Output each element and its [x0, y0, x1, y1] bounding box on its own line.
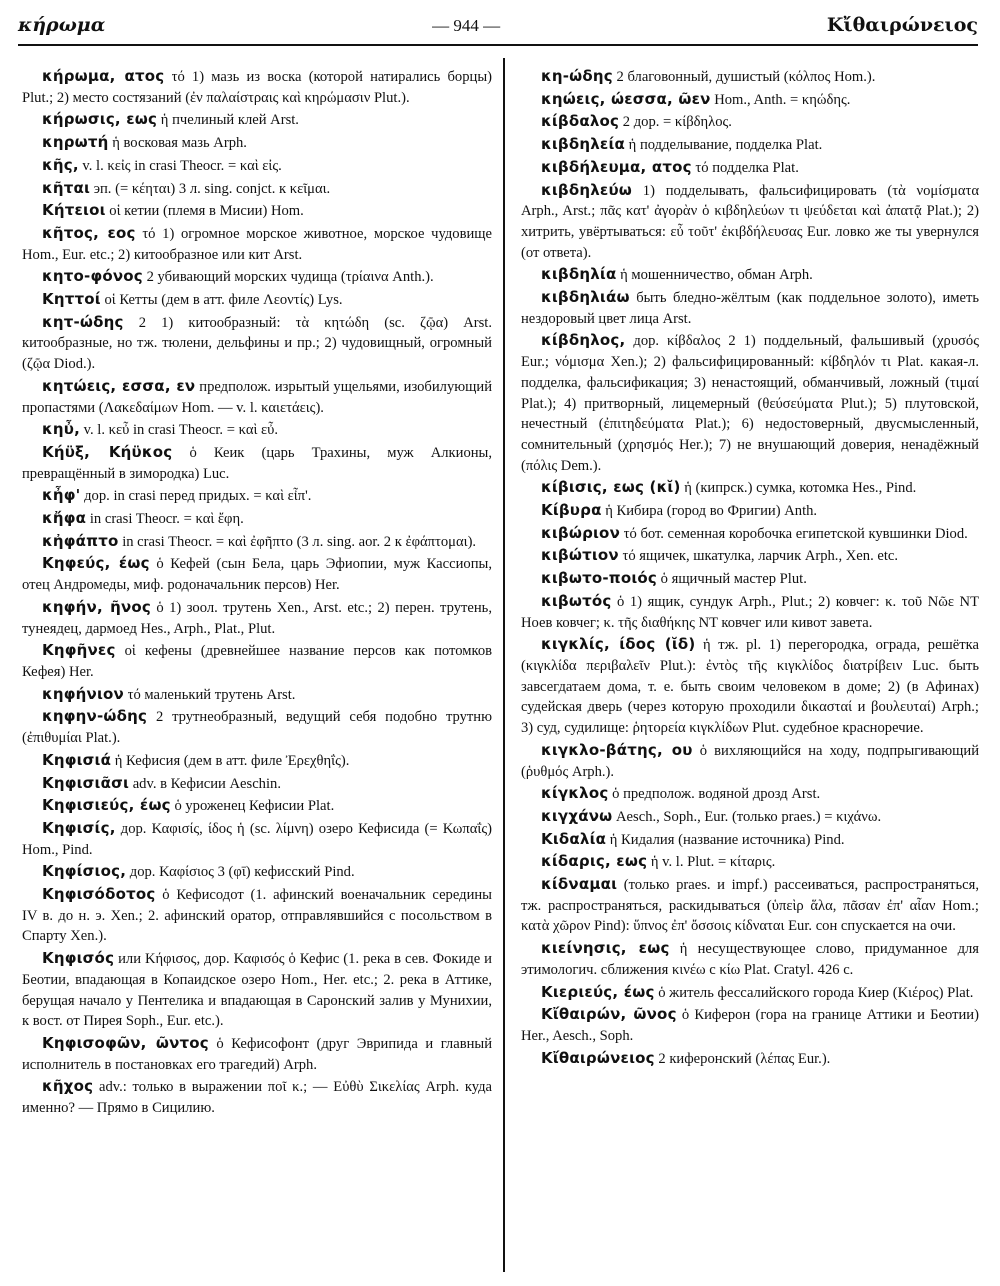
entry-headword: κιβδηλιάω	[541, 288, 630, 307]
entry-definition: 2 дор. = κίβδηλος.	[622, 114, 732, 131]
dictionary-entry	[521, 591, 979, 633]
entry-headword: Κηφῆνες	[42, 641, 116, 660]
entry-definition: ἡ v. l. Plut. = κίταρις.	[650, 854, 776, 871]
dictionary-entry	[521, 874, 979, 937]
entry-headword: Κηφίσιος,	[42, 862, 127, 881]
entry-definition: 2 киферонский (λέπας Eur.).	[658, 1050, 831, 1067]
entry-definition: ὁ вихляющийся на ходу, подпрыгивающий (ῥυθμός Arph.).	[521, 742, 980, 780]
entry-headword: κίδναμαι	[541, 875, 618, 894]
dictionary-entry	[521, 287, 979, 329]
dictionary-entry	[22, 200, 492, 222]
dictionary-entry	[22, 508, 492, 530]
dictionary-entry	[22, 155, 492, 177]
entry-headword: Κηφεύς, έως	[42, 554, 150, 573]
entry-definition: 2 благовонный, душистый (κόλπος Hom.).	[616, 69, 876, 85]
dictionary-entry	[521, 829, 979, 851]
entry-headword: κιγκλο-βάτης, ου	[541, 740, 693, 759]
dictionary-entry	[22, 178, 492, 200]
dictionary-entry	[521, 264, 979, 286]
right-column	[521, 66, 979, 1070]
dictionary-entry	[521, 477, 979, 499]
dictionary-entry	[521, 89, 979, 111]
entry-definition: οἱ кефены (древнейшее название персов как потомков Кефея) Her.	[22, 643, 493, 680]
entry-definition: τό ящичек, шкатулка, ларчик Arph., Xen. etc.	[622, 548, 899, 565]
dictionary-entry	[22, 442, 492, 484]
dictionary-entry	[22, 223, 492, 265]
page-header	[18, 14, 978, 42]
dictionary-entry	[521, 545, 979, 567]
entry-headword: Κίβυρα	[541, 501, 602, 520]
dictionary-entry	[22, 66, 492, 108]
entry-definition: ὁ 1) зоол. трутень Xen., Arst. etc.; 2) перен. трутень, тунеядец, дармоед Hes., Arph., Plat., Plut.	[22, 599, 492, 637]
entry-headword: Κιδαλία	[541, 829, 607, 848]
entry-headword: κιβδηλία	[541, 265, 617, 284]
entry-definition: in crasi Theocr. = καὶ ἐφῆπτο (3 л. sing. aor. 2 к ἐφάπτομαι).	[122, 533, 477, 550]
entry-headword: Κιεριεύς, έως	[541, 982, 655, 1001]
dictionary-entry	[521, 180, 979, 264]
entry-headword: κητο-φόνος	[42, 267, 143, 286]
entry-headword: κίδαρις, εως	[541, 852, 648, 871]
entry-headword: κηρωτή	[42, 133, 109, 152]
entry-headword: κιβώριον	[541, 523, 620, 542]
entry-headword: κητ-ώδης	[42, 312, 124, 331]
entry-headword: κιείνησις, εως	[541, 939, 670, 958]
entry-definition: ἡ восковая мазь Arph.	[112, 135, 247, 152]
dictionary-entry	[22, 597, 492, 639]
entry-definition: τό 1) огромное морское животное, морское чудовище Hom., Eur. etc.; 2) китообразное или кит Arst.	[22, 225, 492, 263]
entry-headword: Κήϋξ, Κήϋκος	[42, 442, 173, 461]
entry-definition: τό бот. семенная коробочка египетской кувшинки Diod.	[623, 525, 968, 542]
entry-definition: ὁ предполож. водяной дрозд Arst.	[612, 786, 821, 803]
entry-definition: ἡ Кидалия (название источника) Pind.	[609, 831, 845, 848]
entry-definition: дор. Καφίσιος 3 (φῑ) кефисский Pind.	[129, 864, 355, 881]
entry-definition: ὁ Кефей (сын Бела, царь Эфиопии, муж Кассиопы, отец Андромеды, миф. родоначальник персов) Her.	[22, 556, 492, 594]
entry-definition: (только praes. и impf.) рассеиваться, распространяться, тж. распространяться, раскидываться (ὑπεὶρ ἅλα, πᾶσαν ἐπ' αἶαν Hom.; κατὰ χῶρον Pind): ὕπνος ἐπ' ὄσσοις κίδναται Eur. сон спускается на очи.	[521, 877, 979, 935]
entry-definition: ὁ уроженец Кефисии Plat.	[174, 798, 335, 815]
entry-definition: 2 1) китообразный: τὰ κητώδη (sc. ζῷα) Arst. китообразные, но тж. тюлени, дельфины и пр.; 2) чудовищный, огромный (ζῷα Diod.).	[22, 314, 492, 373]
dictionary-entry	[22, 750, 492, 772]
dictionary-entry	[521, 806, 979, 828]
entry-headword: κήρωμα, ατος	[42, 67, 165, 85]
dictionary-entry	[521, 500, 979, 522]
entry-definition: τό подделка Plat.	[695, 159, 799, 176]
entry-headword: κιγχάνω	[541, 806, 613, 825]
dictionary-entry	[521, 982, 979, 1004]
entry-definition: ὁ Кефисодот (1. афинский военачальник середины IV в. до н. э. Xen.; 2. афинский оратор, отправлявшийся с посольством в Спарту Xen.).	[22, 887, 492, 945]
entry-definition: ὁ Киферон (гора на границе Аттики и Беотии) Her., Aesch., Soph.	[521, 1007, 979, 1044]
entry-definition: ὁ 1) ящик, сундук Arph., Plut.; 2) ковчег: κ. τοῦ Νῶε NT Ноев ковчег; κ. τῆς διαθήκης NT ковчег или кивот завета.	[521, 593, 979, 631]
entry-headword: κιγκλίς, ίδος (ῐδ)	[541, 635, 696, 654]
entry-headword: Κήτειοι	[42, 201, 106, 220]
header-last-headword: Κἴθαιρώνειος	[826, 14, 978, 36]
entry-headword: κιβώτιον	[541, 546, 619, 565]
entry-headword: κἦφ'	[42, 486, 81, 505]
dictionary-entry	[22, 773, 492, 795]
dictionary-entry	[521, 783, 979, 805]
dictionary-entry	[22, 1033, 492, 1075]
dictionary-entry	[521, 938, 979, 980]
dictionary-entry	[22, 706, 492, 748]
dictionary-entry	[521, 111, 979, 133]
header-first-headword: κήρωμα	[18, 14, 106, 36]
entry-headword: Κηφισοφῶν, ῶντος	[42, 1033, 209, 1052]
entry-headword: Κἴθαιρώνειος	[541, 1048, 655, 1067]
dictionary-entry	[22, 948, 492, 1032]
page-number: — 944 —	[432, 16, 501, 35]
dictionary-entry	[521, 1048, 979, 1070]
entry-headword: Κηφισίς,	[42, 818, 116, 837]
entry-definition: οἱ Кетты (дем в атт. филе Λεοντίς) Lys.	[104, 292, 343, 309]
dictionary-entry	[22, 289, 492, 311]
entry-definition: 2 трутнеобразный, ведущий себя подобно трутню (ἐπιθυμίαι Plat.).	[22, 709, 492, 747]
dictionary-entry	[22, 684, 492, 706]
entry-definition: быть бледно-жёлтым (как поддельное золото), иметь нездоровый цвет лица Arst.	[521, 290, 980, 327]
entry-headword: κῆτος, εος	[42, 223, 136, 242]
entry-definition: ὁ Кефисофонт (друг Эврипида и главный исполнитель в постановках его трагедий) Arph.	[22, 1035, 493, 1073]
entry-headword: κιβωτός	[541, 591, 612, 610]
entry-definition: Hom., Anth. = κηώδης.	[714, 91, 851, 108]
dictionary-entry	[22, 640, 492, 682]
dictionary-entry	[521, 134, 979, 156]
entry-definition: ἡ мошенничество, обман Arph.	[620, 267, 813, 284]
entry-definition: v. l. κεἰς in crasi Theocr. = καὶ εἰς.	[82, 157, 282, 174]
dictionary-entry	[521, 634, 979, 739]
entry-headword: Κηφισιά	[42, 750, 112, 769]
entry-headword: κηφην-ώδης	[42, 707, 148, 726]
dictionary-entry	[521, 330, 979, 476]
entry-headword: κητώεις, εσσα, εν	[42, 376, 196, 395]
entry-headword: Κηφισιεύς, έως	[42, 796, 171, 815]
dictionary-entry	[521, 1004, 979, 1046]
entry-definition: ἡ Кибира (город во Фригии) Anth.	[605, 503, 818, 520]
entry-definition: in crasi Theocr. = καὶ ἔφη.	[89, 511, 244, 528]
entry-definition: ἡ (кипрск.) сумка, котомка Hes., Pind.	[684, 480, 917, 497]
entry-definition: 2 убивающий морских чудища (τρίαινα Anth.).	[146, 269, 434, 286]
entry-headword: κηὖ,	[42, 420, 80, 439]
entry-definition: дор. in crasi перед придых. = καὶ εἶπ'.	[84, 488, 312, 505]
entry-definition: v. l. κεὖ in crasi Theocr. = καὶ εὖ.	[83, 422, 279, 439]
entry-definition: ὁ житель фессалийского города Киер (Κιέρος) Plat.	[658, 984, 974, 1001]
dictionary-entry	[22, 531, 492, 553]
dictionary-entry	[22, 132, 492, 154]
entry-definition: Aesch., Soph., Eur. (только praes.) = κιχάνω.	[616, 808, 882, 825]
entry-definition: οἱ кетии (племя в Мисии) Hom.	[109, 203, 304, 220]
entry-definition: ἡ Кефисия (дем в атт. филе Ἐρεχθηΐς).	[114, 752, 350, 769]
entry-headword: κιβωτο-ποιός	[541, 569, 657, 588]
entry-headword: κιβδηλεύω	[541, 180, 633, 199]
dictionary-entry	[521, 851, 979, 873]
entry-definition: τό 1) мазь из воска (которой натирались борцы) Plut.; 2) место состязаний (ἐν παλαίστραις καὶ κηρώμασιν Plut.).	[22, 69, 492, 106]
entry-headword: κἠφάπτο	[42, 531, 119, 550]
dictionary-entry	[22, 553, 492, 595]
entry-definition: или Κήφισος, дор. Καφισός ὁ Кефис (1. река в сев. Фокиде и Беотии, впадающая в Копаидское озеро Hom., Her. etc.; 2. река в Аттике, берущая начало у Пентелика и впадающая в Саронский залив у Мунихии, к вост. от Пирея Soph., Eur. etc.).	[22, 951, 492, 1030]
entry-definition: τό маленький трутень Arst.	[127, 686, 296, 703]
entry-definition: ἡ несуществующее слово, придуманное для этимологич. сближения κινέω с κίω Plat. Cratyl. 426 c.	[521, 941, 979, 978]
entry-headword: κίβδαλος	[541, 112, 620, 131]
entry-definition: предполож. изрытый ущельями, изобилующий пропастями (Λακεδαίμων Hom. — v. l. καιετάεις).	[22, 378, 493, 416]
entry-definition: ἡ пчелиный клей Arst.	[160, 112, 299, 129]
entry-headword: κίγκλος	[541, 784, 609, 803]
entry-headword: κῆχος	[42, 1077, 94, 1096]
left-column	[22, 66, 492, 1120]
dictionary-entry	[521, 568, 979, 590]
dictionary-entry	[22, 312, 492, 375]
dictionary-entry	[22, 818, 492, 860]
entry-headword: κηφήνιον	[42, 684, 124, 703]
entry-headword: Κηφισόδοτος	[42, 885, 156, 904]
dictionary-entry	[22, 884, 492, 947]
entry-headword: Κηφισός	[42, 949, 115, 968]
dictionary-entry	[22, 485, 492, 507]
entry-headword: κη-ώδης	[541, 67, 613, 85]
entry-headword: κηφήν, ῆνος	[42, 597, 151, 616]
dictionary-entry	[521, 66, 979, 88]
dictionary-entry	[22, 109, 492, 131]
entry-definition: ἡ тж. pl. 1) перегородка, ограда, решётка (κιγκλίδα περιβαλεῖν Plut.): ἐντὸς τῆς κιγκλίδος διατρίβειν Luc. быть завсегдатаем дома, т. е. быть своим человеком в доме; 2) (в Афинах) судейская дверь (через которую проходили δικασταί и βουλευταί) Arph.; 3) суд, судилище: ῥητορεία κιγκλίδων Plut. судебное красноречие.	[521, 637, 979, 737]
entry-definition: дор. Καφισίς, ίδος ἡ (sc. λίμνη) озеро Кефисида (= Κωπαΐς) Hom., Pind.	[22, 820, 492, 858]
column-divider	[503, 58, 505, 1272]
entry-definition: дор. κίβδαλος 2 1) поддельный, фальшивый (χρυσός Eur.; νόμισμα Xen.); 2) фальсифицированный: κίβδηλόν τι Plat. какая-л. подделка, фальсификация; 3) ненастоящий, обманчивый, ложный (τιμαί Plat.); 4) притворный, лицемерный (θεύσεύματα Plut.); 5) плутовской, нечестный (ἐπιτηδεύματα Plat.); 6) недостоверный, двусмысленный, сомнительный (χρησμός Her.); 7) не внушающий доверия, ненадёжный (πόλις Dem.).	[521, 333, 979, 474]
entry-headword: κίβδηλος,	[541, 331, 626, 350]
entry-definition: ὁ Кеик (царь Трахины, муж Алкионы, превращённый в зимородка) Luc.	[22, 444, 493, 482]
dictionary-entry	[521, 740, 979, 782]
dictionary-entry	[22, 266, 492, 288]
dictionary-entry	[22, 1076, 492, 1118]
dictionary-entry	[22, 376, 492, 418]
entry-definition: эп. (= κέηται) 3 л. sing. conjct. к κεῖμαι.	[93, 180, 331, 197]
entry-headword: κίβισις, εως (κῐ)	[541, 478, 681, 497]
dictionary-entry	[521, 523, 979, 545]
entry-headword: κἤφα	[42, 509, 87, 528]
entry-definition: adv. в Кефисии Aeschin.	[132, 775, 281, 792]
dictionary-entry	[521, 157, 979, 179]
entry-headword: κιβδηλεία	[541, 135, 626, 154]
entry-definition: 1) подделывать, фальсифицировать (τὰ νομίσματα Arph., Arst.; πᾶς κατ' ἀγορὰν ὁ κιβδηλεύων τι ψεύδεται καὶ ἀπατᾷ Plat.); 2) хитрить, увёртываться: εὖ τοῦτ' ἐκιβδήλευσας Eur. ловко же ты увернулся (от ответа).	[521, 182, 980, 261]
entry-headword: κήρωσις, εως	[42, 110, 158, 129]
entry-headword: κηώεις, ώεσσα, ῶεν	[541, 89, 711, 108]
entry-definition: ἡ подделывание, подделка Plat.	[628, 137, 823, 154]
entry-headword: Κηφισιᾶσι	[42, 773, 130, 792]
dictionary-entry	[22, 861, 492, 883]
entry-headword: Κἴθαιρών, ῶνος	[541, 1005, 677, 1024]
entry-headword: κιβδήλευμα, ατος	[541, 157, 692, 176]
entry-headword: Κηττοί	[42, 290, 101, 309]
entry-definition: ὁ ящичный мастер Plut.	[660, 571, 807, 588]
dictionary-entry	[22, 795, 492, 817]
entry-definition: adv.: только в выражении ποῖ κ.; — Εὐθὺ Σικελίας Arph. куда именно? — Прямо в Сицилию.	[22, 1079, 492, 1117]
entry-headword: κῆς,	[42, 155, 79, 174]
entry-headword: κῆται	[42, 178, 91, 197]
dictionary-entry	[22, 419, 492, 441]
header-rule	[18, 44, 978, 46]
